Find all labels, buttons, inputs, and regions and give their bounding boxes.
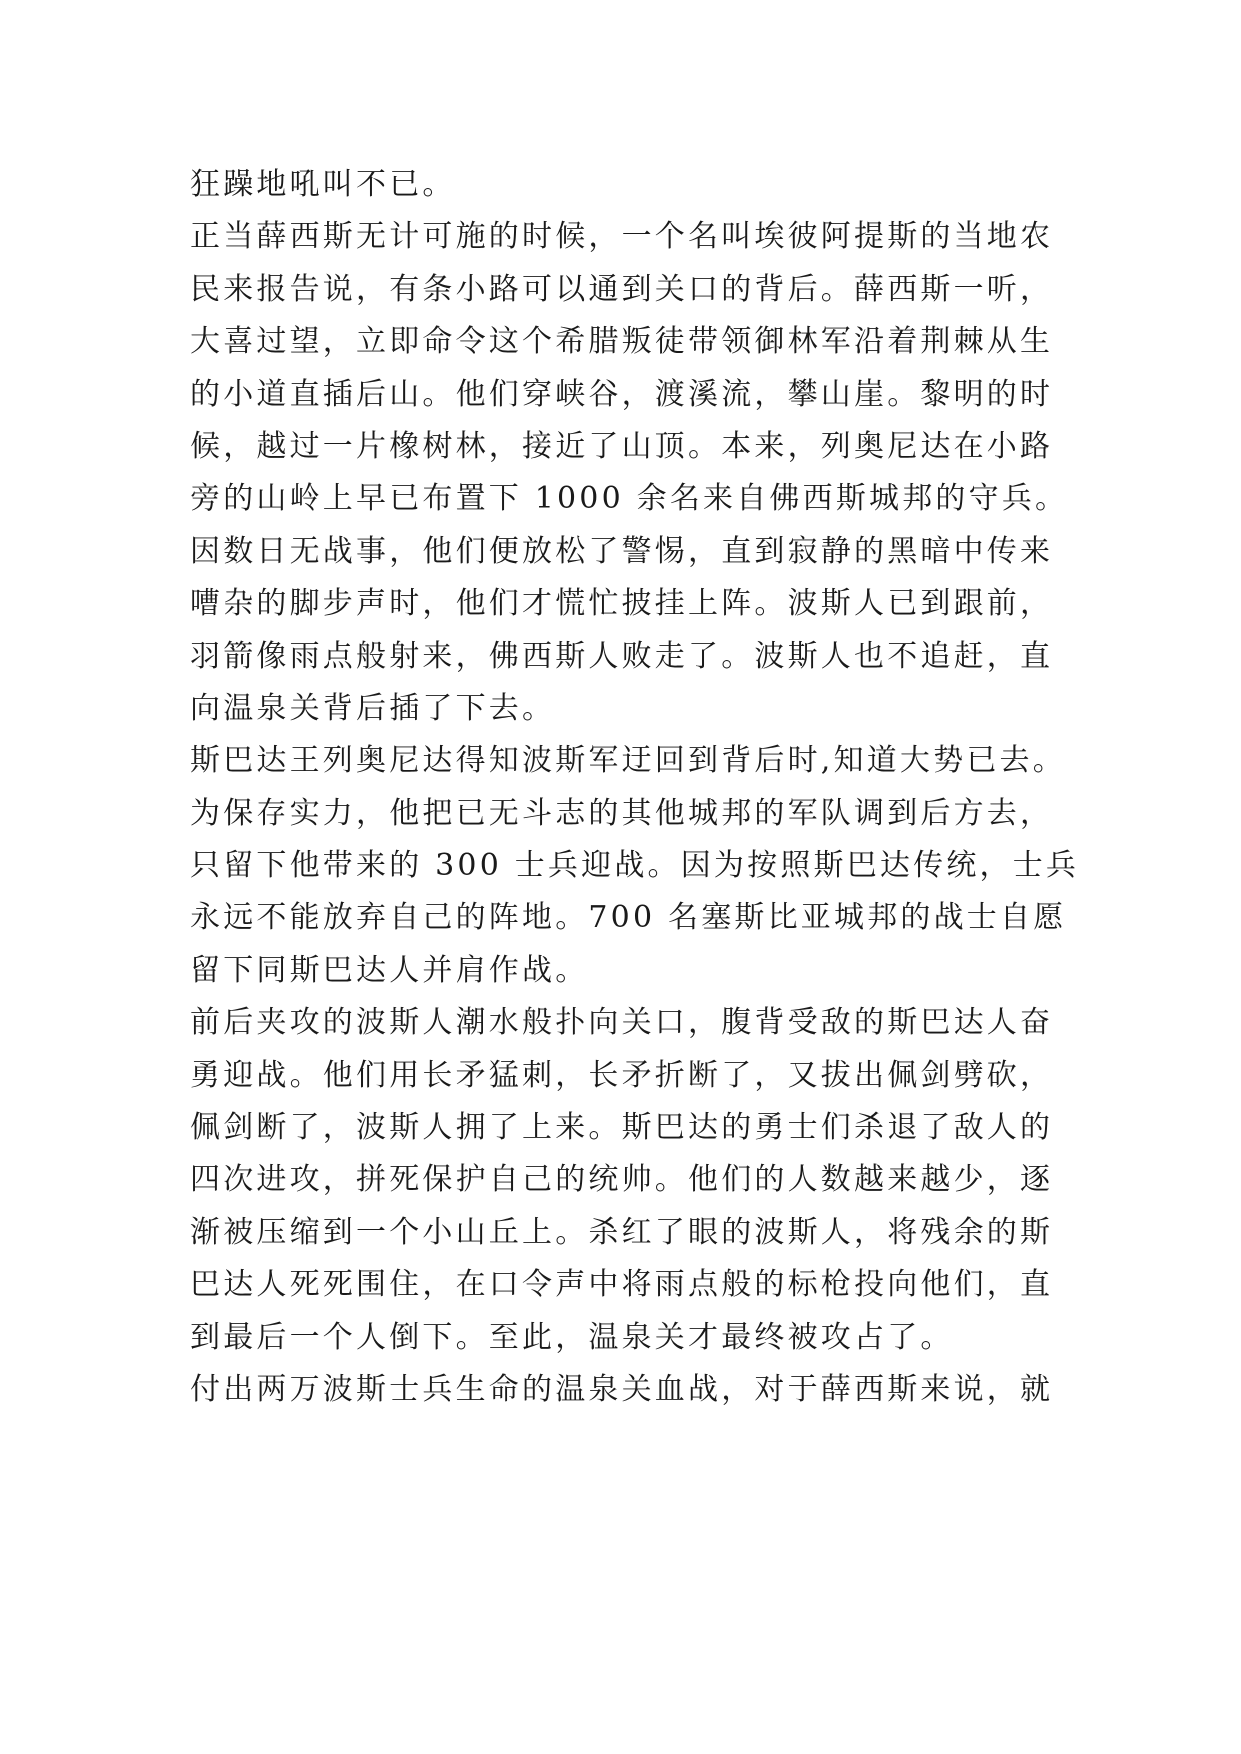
text-line: 的小道直插后山。他们穿峡谷，渡溪流，攀山崖。黎明的时 — [190, 376, 1054, 412]
text-line: 羽箭像雨点般射来，佛西斯人败走了。波斯人也不追赶，直 — [190, 638, 1054, 674]
text-line: 狂躁地吼叫不已。 — [190, 167, 456, 202]
text-line: 只留下他带来的 300 士兵迎战。因为按照斯巴达传统，士兵 — [190, 848, 1080, 884]
text-line: 民来报告说，有条小路可以通到关口的背后。薛西斯一听， — [190, 271, 1054, 307]
text-line: 留下同斯巴达人并肩作战。 — [190, 952, 589, 988]
text-line: 旁的山岭上早已布置下 1000 余名来自佛西斯城邦的守兵。 — [190, 481, 1069, 517]
text-line: 永远不能放弃自己的阵地。700 名塞斯比亚城邦的战士自愿 — [190, 900, 1067, 936]
text-line: 佩剑断了，波斯人拥了上来。斯巴达的勇士们杀退了敌人的 — [190, 1110, 1054, 1146]
text-line: 候，越过一片橡树林，接近了山顶。本来，列奥尼达在小路 — [190, 428, 1054, 464]
text-line: 付出两万波斯士兵生命的温泉关血战，对于薛西斯来说，就 — [190, 1371, 1054, 1407]
text-line: 斯巴达王列奥尼达得知波斯军迂回到背后时,知道大势已去。 — [190, 743, 1066, 779]
text-line: 巴达人死死围住，在口令声中将雨点般的标枪投向他们，直 — [190, 1267, 1054, 1303]
text-line: 渐被压缩到一个小山丘上。杀红了眼的波斯人，将残余的斯 — [190, 1214, 1054, 1250]
body-text — [190, 159, 1080, 1416]
text-line: 嘈杂的脚步声时，他们才慌忙披挂上阵。波斯人已到跟前， — [190, 586, 1054, 622]
text-line: 向温泉关背后插了下去。 — [190, 690, 556, 726]
text-line: 为保存实力，他把已无斗志的其他城邦的军队调到后方去， — [190, 795, 1054, 831]
text-line: 前后夹攻的波斯人潮水般扑向关口，腹背受敌的斯巴达人奋 — [190, 1005, 1054, 1041]
text-line: 大喜过望，立即命令这个希腊叛徒带领御林军沿着荆棘从生 — [190, 324, 1054, 360]
text-line: 四次进攻，拼死保护自己的统帅。他们的人数越来越少，逐 — [190, 1162, 1054, 1198]
text-line: 到最后一个人倒下。至此，温泉关才最终被攻占了。 — [190, 1319, 954, 1355]
text-line: 勇迎战。他们用长矛猛刺，长矛折断了，又拔出佩剑劈砍， — [190, 1057, 1054, 1093]
text-line: 正当薛西斯无计可施的时候，一个名叫埃彼阿提斯的当地农 — [190, 219, 1054, 255]
text-line: 因数日无战事，他们便放松了警惕，直到寂静的黑暗中传来 — [190, 533, 1054, 569]
